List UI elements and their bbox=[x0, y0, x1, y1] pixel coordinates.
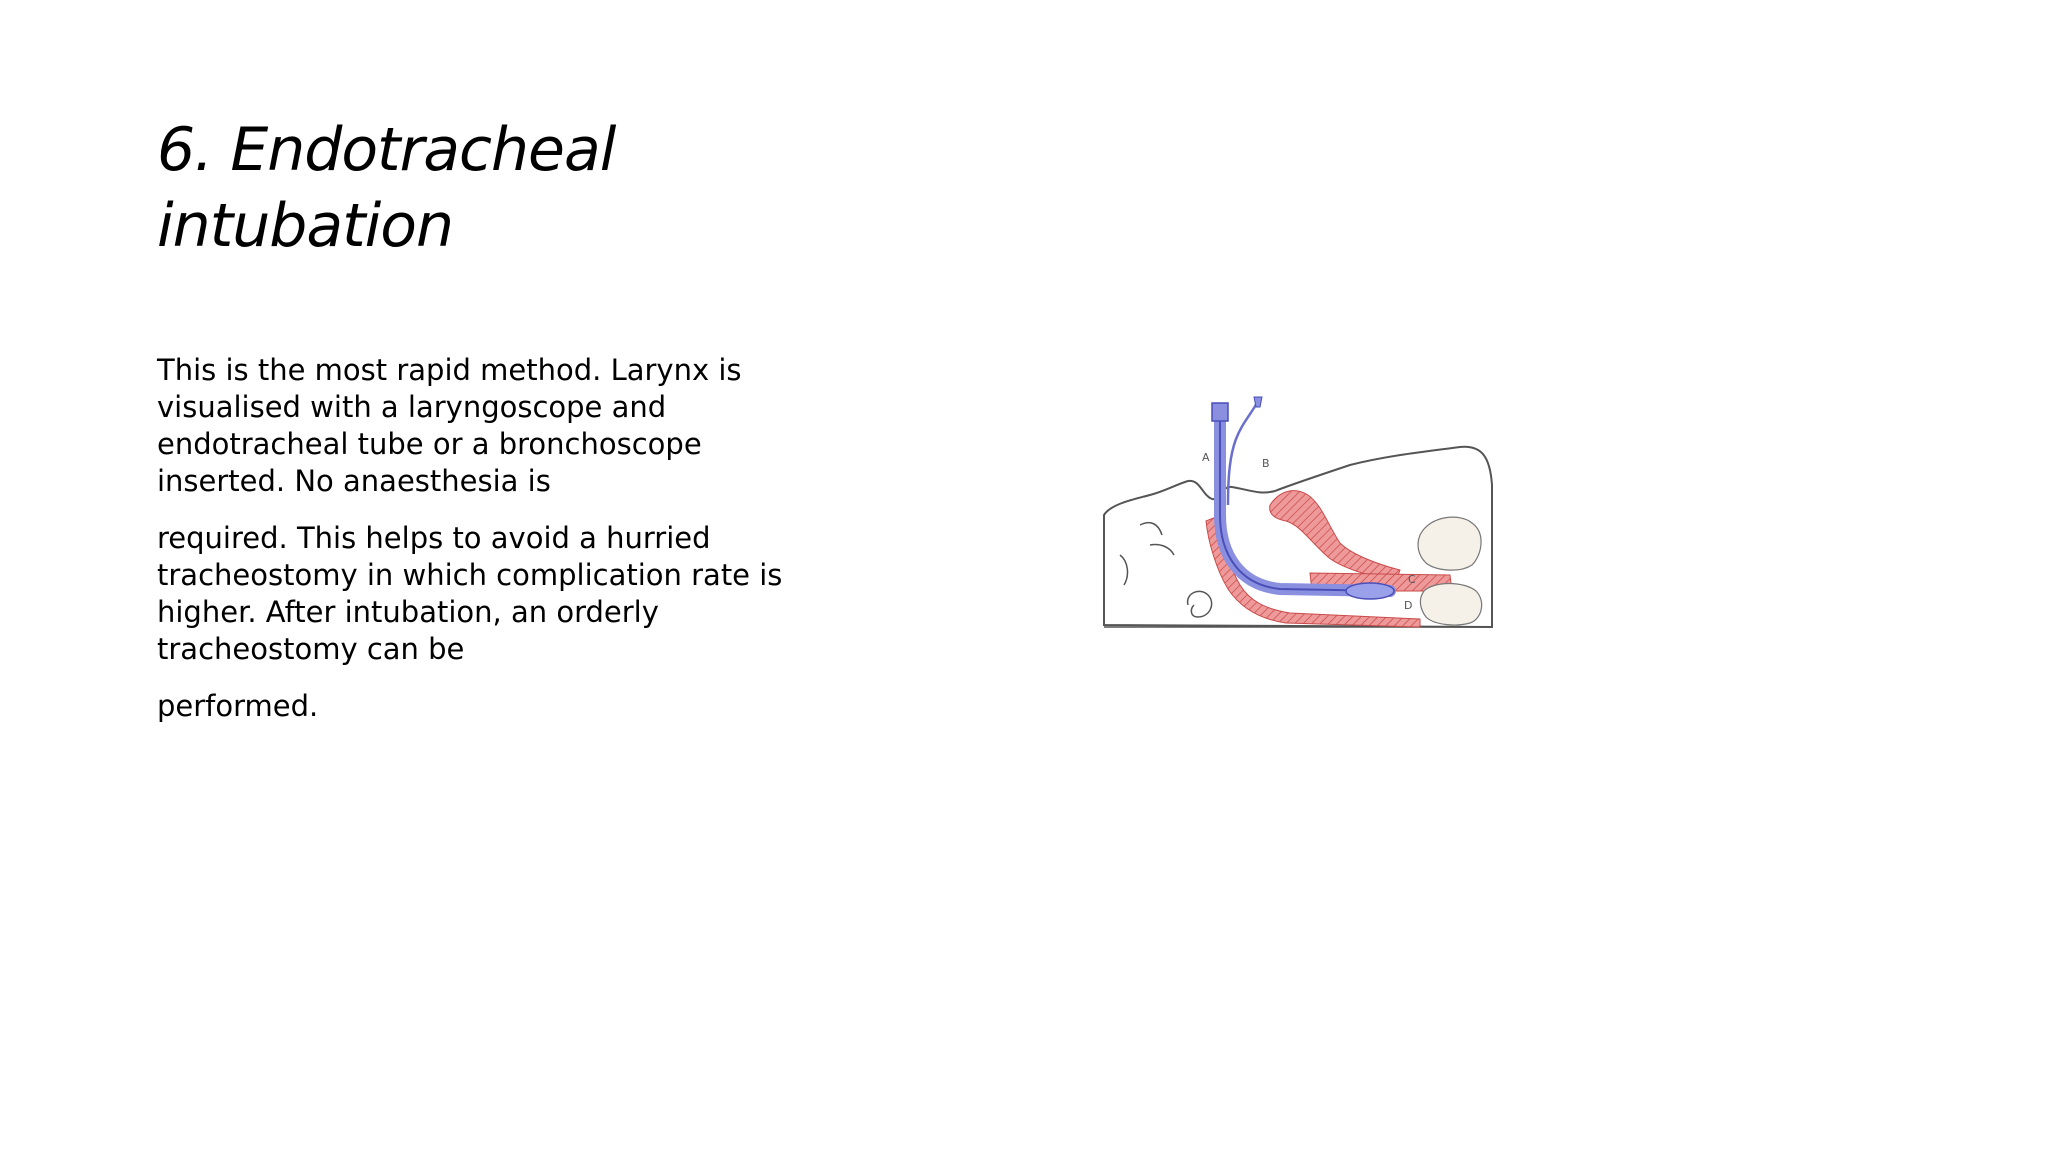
body-line: visualised with a laryngoscope and bbox=[157, 390, 667, 424]
label-d: D bbox=[1404, 599, 1413, 612]
body-line: tracheostomy in which complication rate is bbox=[157, 558, 783, 592]
body-paragraph-3 bbox=[157, 688, 777, 725]
face-detail bbox=[1120, 523, 1174, 585]
body-line: performed. bbox=[157, 689, 319, 723]
label-a: A bbox=[1202, 451, 1210, 464]
bronchi-lower bbox=[1420, 584, 1481, 626]
body-line: higher. After intubation, an orderly bbox=[157, 595, 659, 629]
body-paragraph-1 bbox=[157, 352, 777, 500]
pilot-balloon bbox=[1254, 397, 1262, 407]
label-b: B bbox=[1262, 457, 1270, 470]
label-c: C bbox=[1408, 573, 1416, 586]
slide-title-line-1: 6. Endotracheal bbox=[157, 115, 616, 185]
body-line: required. This helps to avoid a hurried bbox=[157, 521, 711, 555]
tongue-tissue bbox=[1270, 491, 1400, 581]
intubation-diagram bbox=[1090, 395, 1530, 635]
slide-title-line-2: intubation bbox=[157, 191, 454, 261]
slide-body bbox=[157, 352, 783, 745]
bronchi-upper bbox=[1418, 517, 1481, 570]
ear-outline bbox=[1188, 591, 1212, 617]
body-line: This is the most rapid method. Larynx is bbox=[157, 353, 742, 387]
slide-title bbox=[157, 112, 857, 264]
body-line: inserted. No anaesthesia is bbox=[157, 464, 551, 498]
intubation-illustration bbox=[1090, 395, 1530, 635]
body-line: tracheostomy can be bbox=[157, 632, 465, 666]
body-line: endotracheal tube or a bronchoscope bbox=[157, 427, 702, 461]
tube-connector bbox=[1212, 403, 1228, 421]
body-paragraph-2 bbox=[157, 520, 783, 668]
tube-cuff bbox=[1346, 583, 1394, 599]
